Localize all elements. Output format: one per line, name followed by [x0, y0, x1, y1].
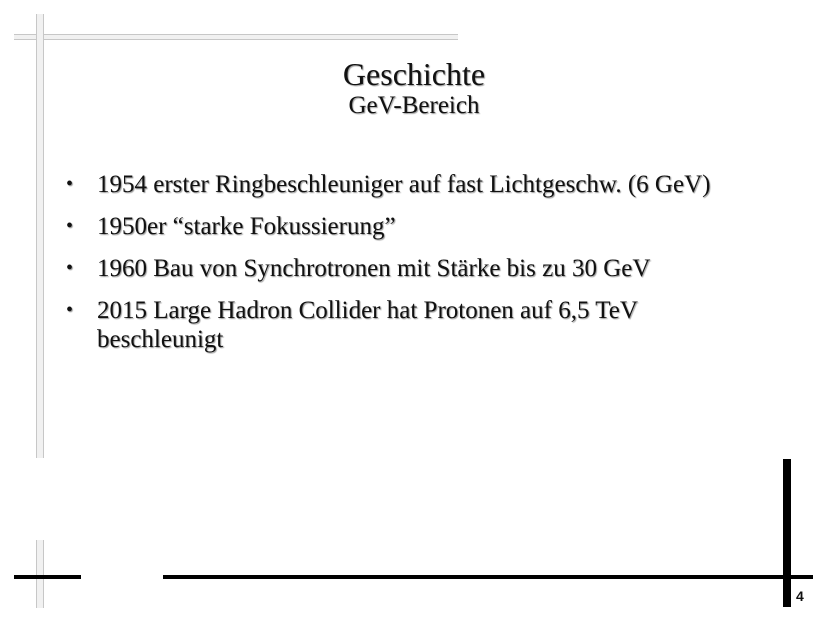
- bullet-item: [66, 296, 766, 354]
- bullet-dot-icon: •: [66, 215, 74, 237]
- bullet-dot-icon: •: [66, 257, 74, 279]
- bullet-text: 1960 Bau von Synchrotronen mit Stärke bis zu 30 GeV: [97, 255, 651, 282]
- bullet-list: [66, 170, 766, 367]
- decorative-black-line-short: [14, 575, 81, 579]
- bullet-item: [66, 212, 766, 241]
- decorative-black-line-bottom: [163, 575, 813, 579]
- decorative-gray-line-bottom-left: [36, 540, 44, 608]
- page-number: 4: [796, 588, 804, 604]
- bullet-text: 1954 erster Ringbeschleuniger auf fast Lichtgeschw. (6 GeV): [97, 171, 711, 198]
- bullet-item: [66, 254, 766, 283]
- decorative-gray-line-top: [14, 34, 458, 40]
- bullet-dot-icon: •: [66, 299, 74, 321]
- bullet-text: 2015 Large Hadron Collider hat Protonen auf 6,5 TeV beschleunigt: [97, 297, 638, 353]
- slide-title: Geschichte: [342, 56, 486, 92]
- bullet-item: [66, 170, 766, 199]
- bullet-text: 1950er “starke Fokussierung”: [97, 213, 396, 240]
- decorative-black-line-right: [783, 459, 791, 607]
- slide-subtitle: GeV-Bereich: [348, 92, 480, 119]
- title-block: [0, 56, 828, 120]
- bullet-dot-icon: •: [66, 173, 74, 195]
